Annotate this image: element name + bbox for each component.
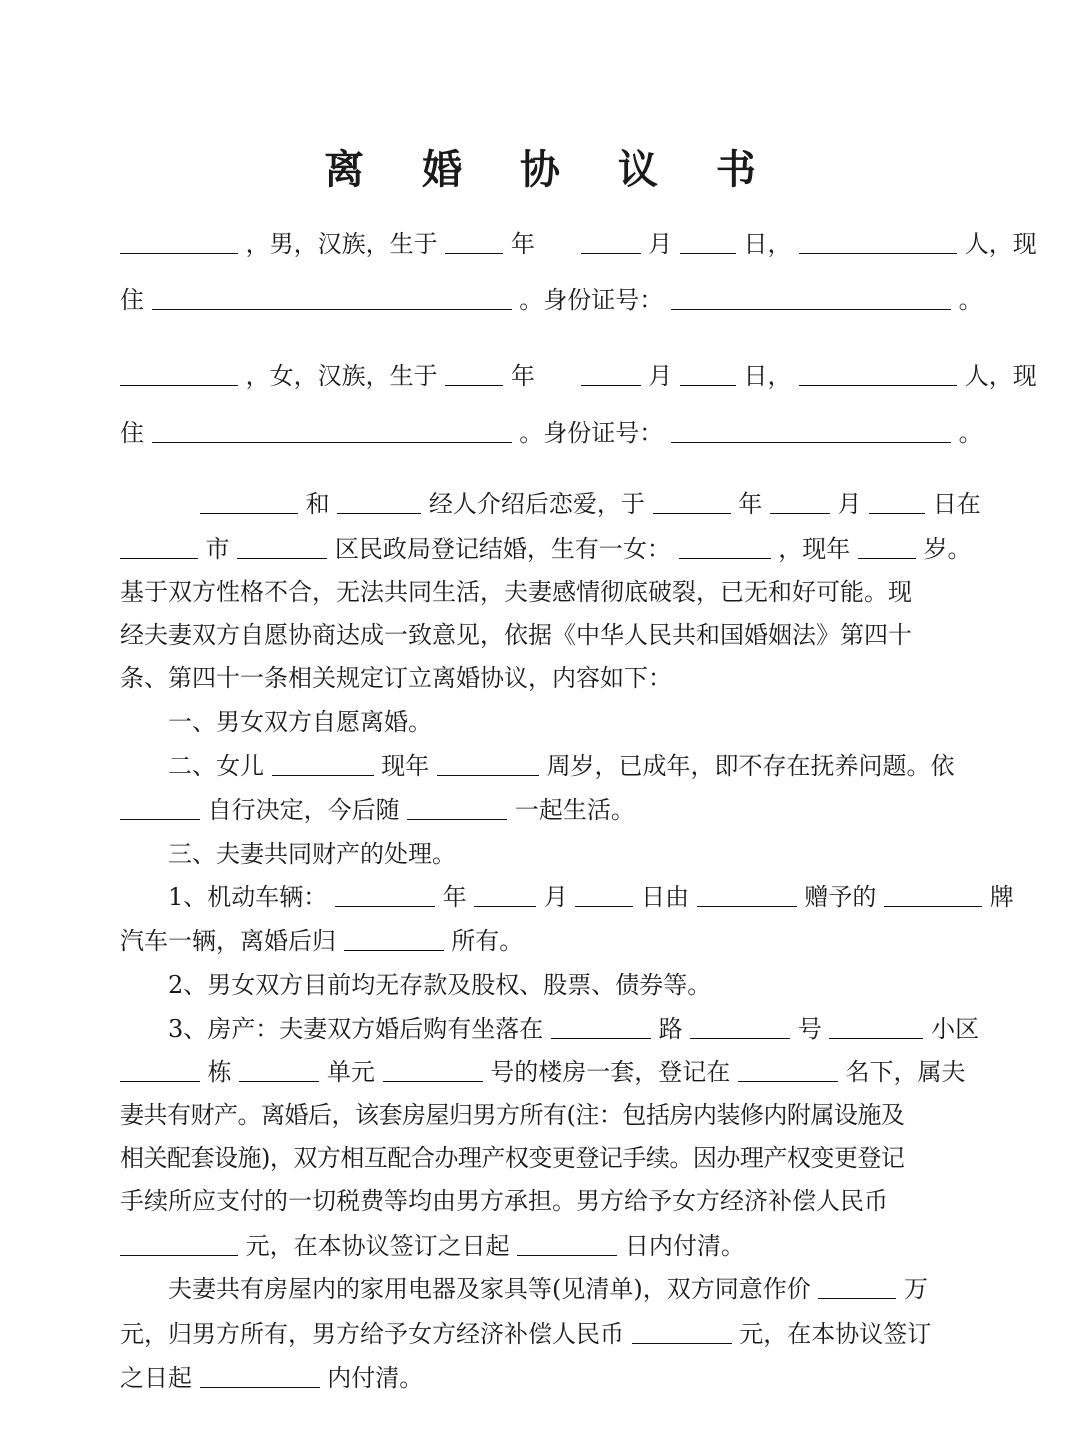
- vehicle-year-blank[interactable]: [335, 867, 435, 907]
- man-info-line-2: [120, 280, 983, 320]
- woman-birth-year-blank[interactable]: [445, 346, 503, 386]
- text: 月: [648, 362, 673, 390]
- appliances-payment-days-blank[interactable]: [200, 1348, 320, 1388]
- marriage-day-blank[interactable]: [869, 474, 925, 514]
- intro-line-4: 经夫妻双方自愿协商达成一致意见，依据《中华人民共和国婚姻法》第四十: [120, 621, 912, 649]
- party-b-blank[interactable]: [337, 474, 421, 514]
- text: 住: [120, 286, 144, 314]
- text: 号: [797, 1015, 822, 1043]
- document-title: 离 婚 协 议 书: [324, 146, 778, 193]
- vehicle-giver-blank[interactable]: [697, 867, 797, 907]
- appliances-line-3: [120, 1358, 962, 1398]
- text: ，女，汉族，生于: [245, 362, 438, 390]
- vehicle-line-1: [168, 877, 1014, 917]
- house-compensation-blank[interactable]: [120, 1216, 238, 1256]
- house-line-2: [120, 1052, 966, 1092]
- clause-2-line-2: [120, 790, 962, 830]
- clause-2-line-1: [168, 746, 962, 786]
- appliances-compensation-blank[interactable]: [632, 1304, 732, 1344]
- text: 路: [658, 1015, 683, 1043]
- text: 周岁，已成年，即不存在抚养问题。依: [546, 752, 955, 780]
- text: 内付清。: [327, 1364, 424, 1392]
- house-payment-days-blank[interactable]: [517, 1216, 617, 1256]
- text: 夫妻共有房屋内的家用电器及家具等(见清单)，双方同意作价: [168, 1275, 811, 1303]
- text: 元，归男方所有，男方给予女方经济补偿人民币: [120, 1320, 624, 1348]
- daughter-age-blank-2[interactable]: [437, 736, 539, 776]
- text: 栋: [207, 1058, 232, 1086]
- man-birth-month-blank[interactable]: [581, 214, 641, 254]
- text: 和: [305, 490, 330, 518]
- woman-name-blank[interactable]: [120, 346, 238, 386]
- house-line-4: 相关配套设施)，双方相互配合办理产权变更登记手续。因办理产权变更登记: [120, 1144, 905, 1172]
- man-hometown-blank[interactable]: [799, 214, 957, 254]
- text: 日，: [743, 230, 792, 258]
- text: 元，在本协议签订: [739, 1320, 932, 1348]
- text: 一起生活。: [514, 796, 635, 824]
- live-with-blank[interactable]: [407, 780, 507, 820]
- woman-info-line-2: [120, 413, 983, 453]
- text: 。身份证号：: [519, 286, 664, 314]
- woman-birth-day-blank[interactable]: [680, 346, 736, 386]
- text: 月: [837, 490, 862, 518]
- registered-owner-blank[interactable]: [738, 1042, 838, 1082]
- daughter-name-blank[interactable]: [679, 519, 771, 559]
- text: 万: [904, 1275, 929, 1303]
- text: 。身份证号：: [519, 419, 664, 447]
- intro-line-5: 条、第四十一条相关规定订立离婚协议，内容如下：: [120, 664, 672, 692]
- man-birth-year-blank[interactable]: [445, 214, 503, 254]
- savings-clause: 2、男女双方目前均无存款及股权、股票、债券等。: [168, 971, 712, 999]
- woman-id-number-blank[interactable]: [671, 403, 951, 443]
- district-blank[interactable]: [237, 519, 327, 559]
- unit-blank[interactable]: [239, 1042, 319, 1082]
- text: 月: [543, 883, 568, 911]
- text: 现年: [381, 752, 430, 780]
- text: 月: [648, 230, 673, 258]
- appliances-line-1: [168, 1269, 962, 1309]
- room-number-blank[interactable]: [383, 1042, 483, 1082]
- clause-3: 三、夫妻共同财产的处理。: [168, 840, 456, 868]
- text: 住: [120, 419, 144, 447]
- man-address-blank[interactable]: [152, 270, 512, 310]
- number-blank[interactable]: [690, 999, 790, 1039]
- text: 人，现: [964, 362, 1037, 390]
- vehicle-line-2: [120, 921, 962, 961]
- decider-blank[interactable]: [120, 780, 200, 820]
- daughter-age-blank[interactable]: [858, 519, 916, 559]
- intro-line-3: 基于双方性格不合，无法共同生活，夫妻感情彻底破裂，已无和好可能。现: [120, 578, 912, 606]
- text: 区民政局登记结婚，生有一女：: [334, 535, 671, 563]
- daughter-name-blank-2[interactable]: [272, 736, 374, 776]
- man-name-blank[interactable]: [120, 214, 238, 254]
- text: 年: [738, 490, 763, 518]
- text: 经人介绍后恋爱，于: [428, 490, 645, 518]
- text: 元，在本协议签订之日起: [245, 1232, 510, 1260]
- text: 市: [205, 535, 230, 563]
- text: 日内付清。: [624, 1232, 745, 1260]
- text: ，男，汉族，生于: [245, 230, 438, 258]
- woman-birth-month-blank[interactable]: [581, 346, 641, 386]
- text: 1、机动车辆：: [168, 883, 328, 911]
- text: 汽车一辆，离婚后归: [120, 927, 336, 955]
- text: 名下，属夫: [845, 1058, 966, 1086]
- woman-info-line-1: [120, 356, 1037, 396]
- intro-line-2: [120, 529, 972, 569]
- woman-hometown-blank[interactable]: [799, 346, 957, 386]
- text: 单元: [326, 1058, 375, 1086]
- house-line-5: 手续所应支付的一切税费等均由男方承担。男方给予女方经济补偿人民币: [120, 1187, 888, 1215]
- vehicle-owner-blank[interactable]: [344, 911, 444, 951]
- text: 日，: [743, 362, 792, 390]
- text: 3、房产：夫妻双方婚后购有坐落在: [168, 1015, 544, 1043]
- party-a-blank[interactable]: [200, 474, 298, 514]
- text: 人，现: [964, 230, 1037, 258]
- text: 牌: [989, 883, 1014, 911]
- clause-1: 一、男女双方自愿离婚。: [168, 708, 432, 736]
- text: 日由: [641, 883, 690, 911]
- text: 之日起: [120, 1364, 192, 1392]
- text: 自行决定，今后随: [207, 796, 400, 824]
- text: 日在: [932, 490, 981, 518]
- woman-address-blank[interactable]: [152, 403, 512, 443]
- community-blank[interactable]: [829, 999, 923, 1039]
- text: 。: [958, 286, 983, 314]
- text: 号的楼房一套，登记在: [490, 1058, 731, 1086]
- man-id-number-blank[interactable]: [671, 270, 951, 310]
- text: 小区: [931, 1015, 980, 1043]
- text: 年: [442, 883, 467, 911]
- text: 年: [510, 362, 535, 390]
- appliances-value-blank[interactable]: [818, 1259, 896, 1299]
- text: 二、女儿: [168, 752, 264, 780]
- city-blank[interactable]: [120, 519, 198, 559]
- road-blank[interactable]: [551, 999, 651, 1039]
- house-line-3: 妻共有财产。离婚后，该套房屋归男方所有(注：包括房内装修内附属设施及: [120, 1101, 905, 1129]
- text: ，现年: [778, 535, 851, 563]
- text: 所有。: [451, 927, 524, 955]
- text: 。: [958, 419, 983, 447]
- vehicle-brand-blank[interactable]: [884, 867, 982, 907]
- text: 年: [510, 230, 535, 258]
- vehicle-month-blank[interactable]: [474, 867, 536, 907]
- vehicle-day-blank[interactable]: [575, 867, 633, 907]
- intro-line-1: [200, 484, 981, 524]
- man-birth-day-blank[interactable]: [680, 214, 736, 254]
- text: 岁。: [923, 535, 972, 563]
- man-info-line-1: [120, 224, 1037, 264]
- text: 赠予的: [804, 883, 877, 911]
- marriage-year-blank[interactable]: [653, 474, 731, 514]
- building-blank[interactable]: [120, 1042, 200, 1082]
- marriage-month-blank[interactable]: [770, 474, 830, 514]
